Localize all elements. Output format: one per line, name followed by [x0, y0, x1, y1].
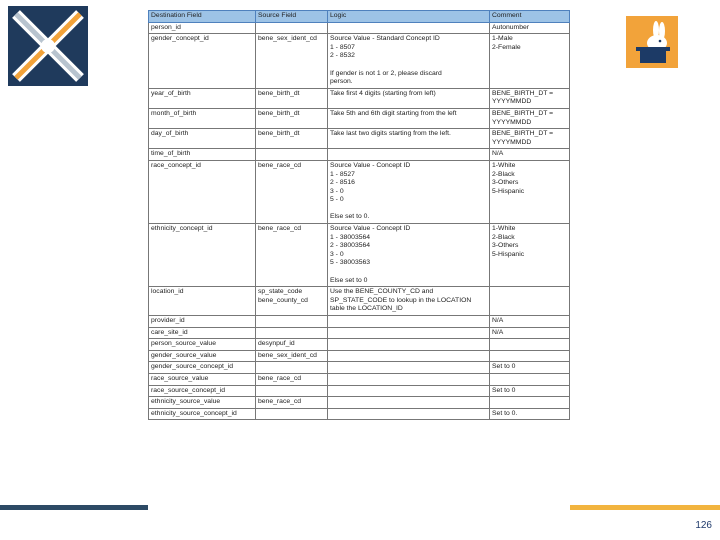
logic-line [330, 363, 487, 372]
comment-line: N/A [492, 317, 504, 324]
logic-line [330, 61, 487, 70]
cell-comment [490, 385, 570, 397]
table-row [149, 350, 570, 362]
logic-line: 1 - 38003564 [330, 233, 371, 241]
logic-line: 1 - 8527 [330, 170, 355, 178]
source-line [258, 150, 325, 159]
cell-destination-field: gender_source_concept_id [149, 362, 256, 374]
logic-line: 5 - 0 [330, 196, 344, 204]
comment-line [492, 375, 567, 384]
cell-source-field [256, 224, 328, 287]
cell-logic [328, 224, 490, 287]
cell-source-field [256, 339, 328, 351]
cell-destination-field: day_of_birth [149, 129, 256, 149]
cell-destination-field: gender_concept_id [149, 34, 256, 89]
table-row [149, 129, 570, 149]
comment-line [492, 352, 567, 361]
cell-comment [490, 350, 570, 362]
cell-logic [328, 108, 490, 128]
cell-comment [490, 224, 570, 287]
cell-comment [490, 362, 570, 374]
comment-line [492, 340, 567, 349]
table-row [149, 373, 570, 385]
cell-logic [328, 362, 490, 374]
source-line [258, 363, 325, 372]
logic-line: If gender is not 1 or 2, please discard [330, 69, 442, 77]
header-source-field: Source Field [256, 11, 328, 23]
table-body [149, 22, 570, 420]
comment-line: YYYYMMDD [492, 118, 532, 126]
cell-source-field [256, 397, 328, 409]
comment-line: BENE_BIRTH_DT = [492, 109, 554, 117]
comment-line: 1-White [492, 225, 516, 233]
cell-destination-field: ethnicity_source_concept_id [149, 408, 256, 420]
comment-line: YYYYMMDD [492, 138, 532, 146]
table-header-row [149, 11, 570, 23]
cell-comment [490, 108, 570, 128]
cell-destination-field: race_concept_id [149, 160, 256, 223]
header-destination-field: Destination Field [149, 11, 256, 23]
table-row [149, 339, 570, 351]
source-line: bene_sex_ident_cd [258, 35, 317, 43]
logic-line [330, 317, 487, 326]
logic-line: 2 - 8516 [330, 179, 355, 187]
footer-bar-left [0, 505, 148, 510]
logic-line: Else set to 0 [330, 276, 368, 284]
cell-comment [490, 327, 570, 339]
logic-line: table the LOCATION_ID [330, 305, 403, 313]
cell-logic [328, 129, 490, 149]
source-line: bene_race_cd [258, 161, 302, 169]
comment-line: 1-White [492, 161, 516, 169]
cell-logic [328, 339, 490, 351]
cross-logo-icon [8, 6, 88, 86]
page-number: 126 [695, 520, 712, 531]
logic-line [330, 150, 487, 159]
comment-line: Set to 0 [492, 386, 516, 394]
cell-destination-field: time_of_birth [149, 149, 256, 161]
comment-line: 3-Others [492, 179, 519, 187]
comment-line: N/A [492, 150, 504, 158]
cell-comment [490, 22, 570, 34]
cell-source-field [256, 287, 328, 316]
source-line: bene_county_cd [258, 296, 308, 304]
cell-logic [328, 22, 490, 34]
logic-line: 3 - 0 [330, 187, 344, 195]
cell-logic [328, 373, 490, 385]
logic-line: Use the BENE_COUNTY_CD and [330, 288, 434, 296]
cell-source-field [256, 408, 328, 420]
table-row [149, 224, 570, 287]
comment-line: Set to 0 [492, 363, 516, 371]
table-row [149, 34, 570, 89]
cell-destination-field: year_of_birth [149, 88, 256, 108]
logic-line: Take 5th and 6th digit starting from the left [330, 109, 457, 117]
logic-line: person. [330, 78, 353, 86]
table-row [149, 160, 570, 223]
comment-line [492, 398, 567, 407]
cell-source-field [256, 34, 328, 89]
cell-logic [328, 287, 490, 316]
logic-line: 5 - 38003563 [330, 259, 371, 267]
logic-line [330, 268, 487, 277]
logic-line [330, 410, 487, 419]
table-row [149, 397, 570, 409]
cell-source-field [256, 350, 328, 362]
header-logic: Logic [328, 11, 490, 23]
cell-logic [328, 34, 490, 89]
cell-source-field [256, 373, 328, 385]
logic-line: Take first 4 digits (starting from left) [330, 89, 436, 97]
logic-line: Source Value - Concept ID [330, 161, 411, 169]
logic-line: 2 - 38003564 [330, 242, 371, 250]
source-line: bene_sex_ident_cd [258, 351, 317, 359]
comment-line: N/A [492, 328, 504, 336]
source-line: bene_race_cd [258, 398, 302, 406]
logic-line: 2 - 8532 [330, 52, 355, 60]
cell-logic [328, 327, 490, 339]
cell-logic [328, 385, 490, 397]
cell-destination-field: person_source_value [149, 339, 256, 351]
comment-line [492, 288, 567, 297]
table-row [149, 108, 570, 128]
comment-line: 5-Hispanic [492, 250, 525, 258]
cell-source-field [256, 362, 328, 374]
cell-source-field [256, 385, 328, 397]
source-line: bene_birth_dt [258, 130, 300, 138]
cell-destination-field: provider_id [149, 316, 256, 328]
comment-line: 5-Hispanic [492, 187, 525, 195]
source-line [258, 387, 325, 396]
source-line: bene_race_cd [258, 225, 302, 233]
logic-line: Take last two digits starting from the left. [330, 130, 451, 138]
cell-source-field [256, 149, 328, 161]
logic-line [330, 387, 487, 396]
logic-line: Source Value - Concept ID [330, 225, 411, 233]
table-row [149, 385, 570, 397]
source-line: desynpuf_id [258, 340, 295, 348]
cell-logic [328, 350, 490, 362]
comment-line: 2-Female [492, 43, 521, 51]
cell-source-field [256, 88, 328, 108]
comment-line: Autonumber [492, 23, 530, 31]
mapping-table [148, 10, 570, 420]
logic-line [330, 24, 487, 33]
cell-source-field [256, 108, 328, 128]
table-row [149, 149, 570, 161]
cell-logic [328, 88, 490, 108]
logic-line [330, 352, 487, 361]
table-row [149, 88, 570, 108]
cell-comment [490, 408, 570, 420]
cell-destination-field: ethnicity_source_value [149, 397, 256, 409]
source-line [258, 410, 325, 419]
cell-comment [490, 34, 570, 89]
logic-line: Source Value - Standard Concept ID [330, 35, 440, 43]
table-row [149, 408, 570, 420]
cell-comment [490, 373, 570, 385]
source-line: bene_birth_dt [258, 109, 300, 117]
cell-destination-field: location_id [149, 287, 256, 316]
comment-line: YYYYMMDD [492, 98, 532, 106]
header-comment: Comment [490, 11, 570, 23]
cell-destination-field: person_id [149, 22, 256, 34]
table-row [149, 22, 570, 34]
cell-destination-field: race_source_value [149, 373, 256, 385]
comment-line: BENE_BIRTH_DT = [492, 89, 554, 97]
comment-line: 1-Male [492, 35, 513, 43]
logic-line [330, 205, 487, 214]
cell-logic [328, 149, 490, 161]
cell-logic [328, 408, 490, 420]
cell-source-field [256, 327, 328, 339]
source-line: sp_state_code [258, 288, 303, 296]
source-line: bene_birth_dt [258, 89, 300, 97]
logic-line: SP_STATE_CODE to lookup in the LOCATION [330, 296, 472, 304]
table-row [149, 327, 570, 339]
footer-bar-right [570, 505, 720, 510]
table-row [149, 287, 570, 316]
rabbit-in-hat-icon [626, 16, 678, 68]
cell-comment [490, 160, 570, 223]
cell-source-field [256, 22, 328, 34]
table-row [149, 316, 570, 328]
cell-comment [490, 339, 570, 351]
cell-comment [490, 316, 570, 328]
cell-comment [490, 149, 570, 161]
cell-destination-field: gender_source_value [149, 350, 256, 362]
logic-line [330, 329, 487, 338]
cell-source-field [256, 129, 328, 149]
source-line [258, 329, 325, 338]
cell-destination-field: race_source_concept_id [149, 385, 256, 397]
source-line [258, 24, 325, 33]
cell-destination-field: month_of_birth [149, 108, 256, 128]
logic-line: 3 - 0 [330, 250, 344, 258]
logic-line [330, 375, 487, 384]
logic-line: Else set to 0. [330, 213, 370, 221]
comment-line: 2-Black [492, 170, 515, 178]
cell-comment [490, 287, 570, 316]
source-line [258, 317, 325, 326]
logic-line: 1 - 8507 [330, 43, 355, 51]
comment-line: 3-Others [492, 242, 519, 250]
cell-comment [490, 129, 570, 149]
comment-line: Set to 0. [492, 409, 518, 417]
cell-logic [328, 316, 490, 328]
cell-logic [328, 160, 490, 223]
table-row [149, 362, 570, 374]
cell-destination-field: ethnicity_concept_id [149, 224, 256, 287]
comment-line: 2-Black [492, 233, 515, 241]
cell-destination-field: care_site_id [149, 327, 256, 339]
cell-comment [490, 397, 570, 409]
comment-line: BENE_BIRTH_DT = [492, 130, 554, 138]
source-line: bene_race_cd [258, 374, 302, 382]
cell-source-field [256, 316, 328, 328]
cell-comment [490, 88, 570, 108]
cell-source-field [256, 160, 328, 223]
logic-line [330, 340, 487, 349]
cell-logic [328, 397, 490, 409]
logic-line [330, 398, 487, 407]
